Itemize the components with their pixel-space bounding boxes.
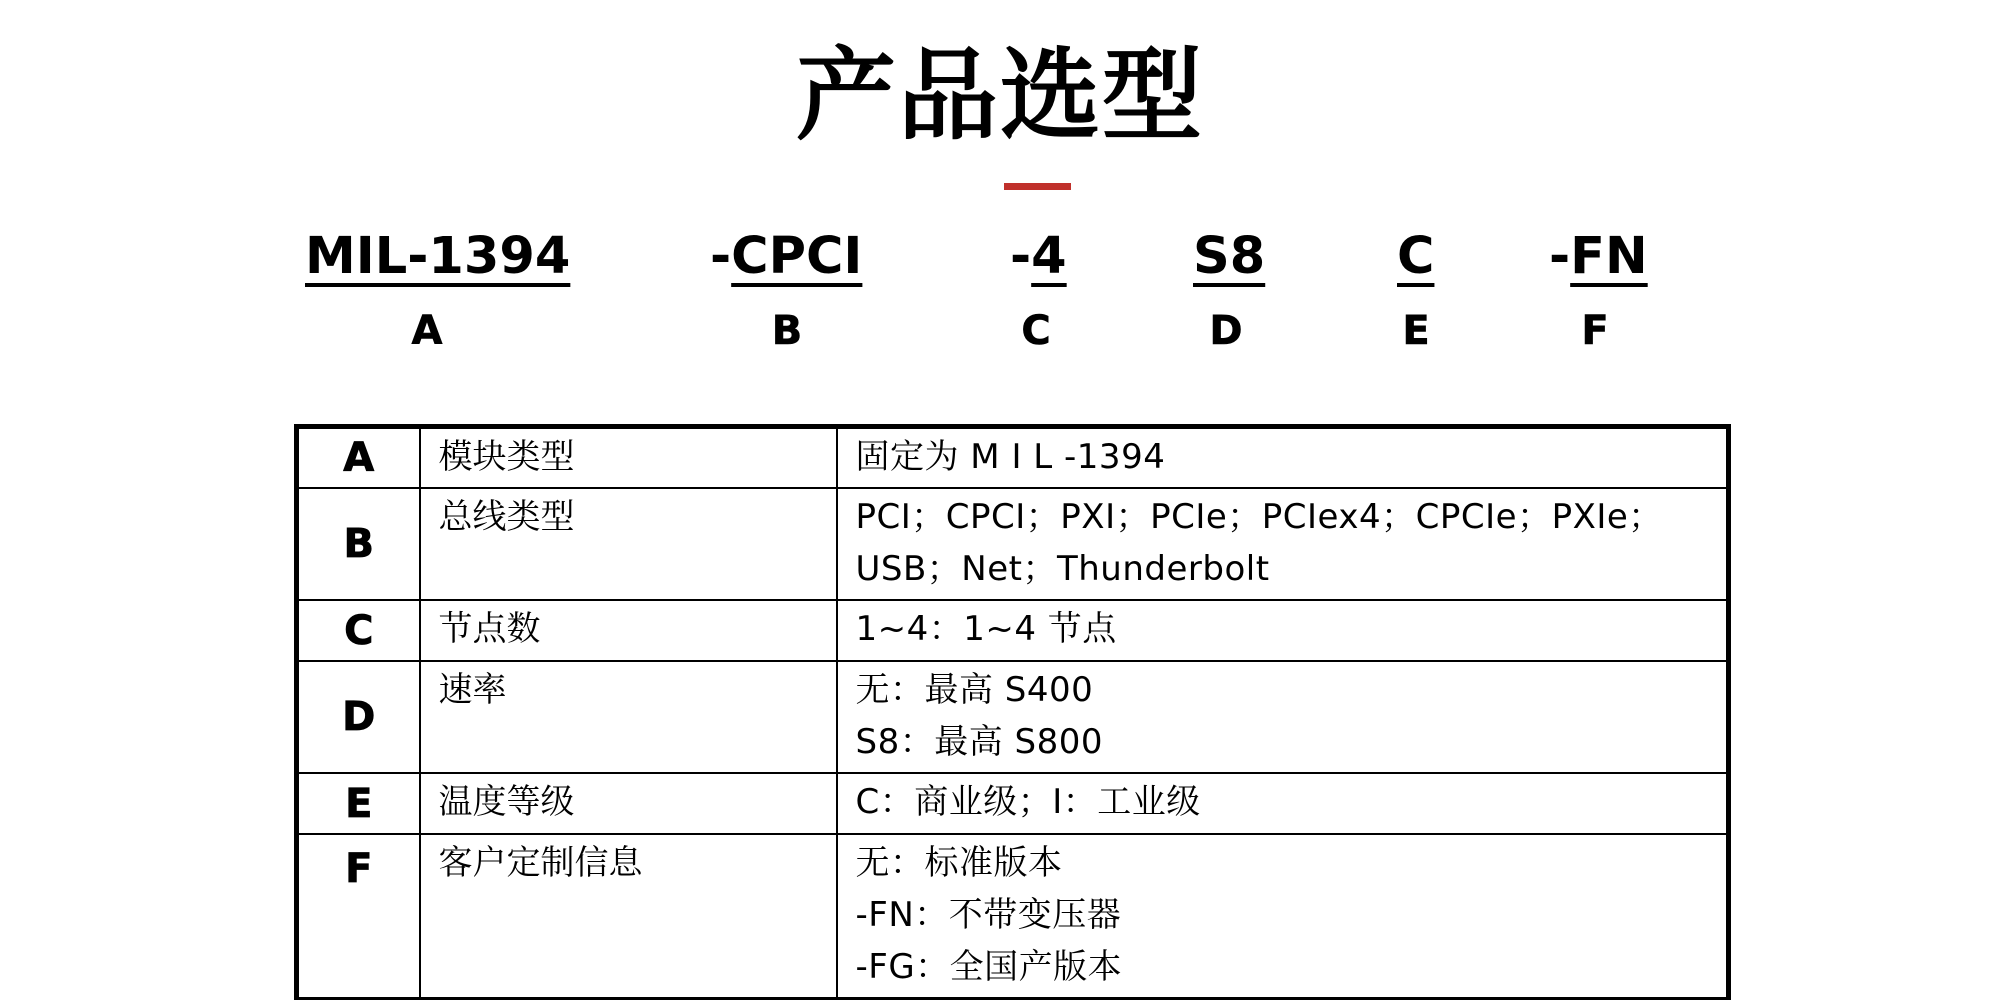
part-segment-dash: - xyxy=(1549,227,1571,286)
spec-key: A xyxy=(297,427,420,489)
part-segment-value: C xyxy=(1397,227,1435,286)
part-segment-value: MIL-1394 xyxy=(305,227,571,286)
spec-key: D xyxy=(297,661,420,773)
spec-row-d xyxy=(297,661,1729,773)
part-segment-letter-c: C xyxy=(1021,308,1051,354)
spec-desc xyxy=(837,600,1729,661)
spec-name: 温度等级 xyxy=(420,773,837,834)
part-segment-value: S8 xyxy=(1193,227,1266,286)
spec-desc-line: 无：最高 S400 xyxy=(855,670,1094,710)
spec-desc-line: 固定为 M I L -1394 xyxy=(855,437,1166,477)
spec-desc xyxy=(837,773,1729,834)
spec-desc-line: PCI；CPCI；PXI；PCIe；PCIex4；CPCIe；PXIe；USB；Net；Thunderbolt xyxy=(855,497,1663,589)
spec-desc xyxy=(837,661,1729,773)
part-segment-code xyxy=(710,229,862,285)
spec-desc xyxy=(837,427,1729,489)
spec-name: 速率 xyxy=(420,661,837,773)
spec-key: B xyxy=(297,488,420,600)
page-title: 产品选型 xyxy=(796,37,1204,154)
part-segment-code xyxy=(1549,229,1648,285)
part-segment-value: FN xyxy=(1570,227,1648,286)
spec-row-c xyxy=(297,600,1729,661)
spec-key: C xyxy=(297,600,420,661)
part-segment-code xyxy=(305,229,570,285)
part-segment-letter-f: F xyxy=(1581,308,1609,354)
part-segment-letter-e: E xyxy=(1402,308,1430,354)
spec-row-b xyxy=(297,488,1729,600)
spec-name: 节点数 xyxy=(420,600,837,661)
spec-table xyxy=(294,424,1731,1000)
spec-name: 模块类型 xyxy=(420,427,837,489)
spec-desc xyxy=(837,488,1729,600)
part-segment-code xyxy=(1010,229,1067,285)
spec-desc-line: -FN：不带变压器 xyxy=(855,895,1122,935)
part-segment-code xyxy=(1193,229,1265,285)
spec-desc-line: 1~4：1~4 节点 xyxy=(855,609,1117,649)
spec-name: 总线类型 xyxy=(420,488,837,600)
part-segment-letter-b: B xyxy=(771,308,803,354)
spec-key: F xyxy=(297,834,420,1000)
spec-desc xyxy=(837,834,1729,1000)
spec-name: 客户定制信息 xyxy=(420,834,837,1000)
part-segment-value: 4 xyxy=(1031,227,1067,286)
part-segment-letter-d: D xyxy=(1209,308,1243,354)
part-segment-value: CPCI xyxy=(731,227,863,286)
spec-row-f xyxy=(297,834,1729,1000)
part-segment-dash: - xyxy=(710,227,732,286)
part-segment-code xyxy=(1397,229,1434,285)
spec-row-a xyxy=(297,427,1729,489)
spec-desc-line: 无：标准版本 xyxy=(855,843,1063,883)
spec-key: E xyxy=(297,773,420,834)
spec-desc-line: -FG：全国产版本 xyxy=(855,947,1123,987)
spec-desc-line: C：商业级；I：工业级 xyxy=(855,782,1201,822)
spec-desc-line: S8：最高 S800 xyxy=(855,722,1103,762)
part-segment-dash: - xyxy=(1010,227,1032,286)
part-segment-letter-a: A xyxy=(411,308,443,354)
spec-row-e xyxy=(297,773,1729,834)
title-underline-rule xyxy=(1004,183,1071,190)
